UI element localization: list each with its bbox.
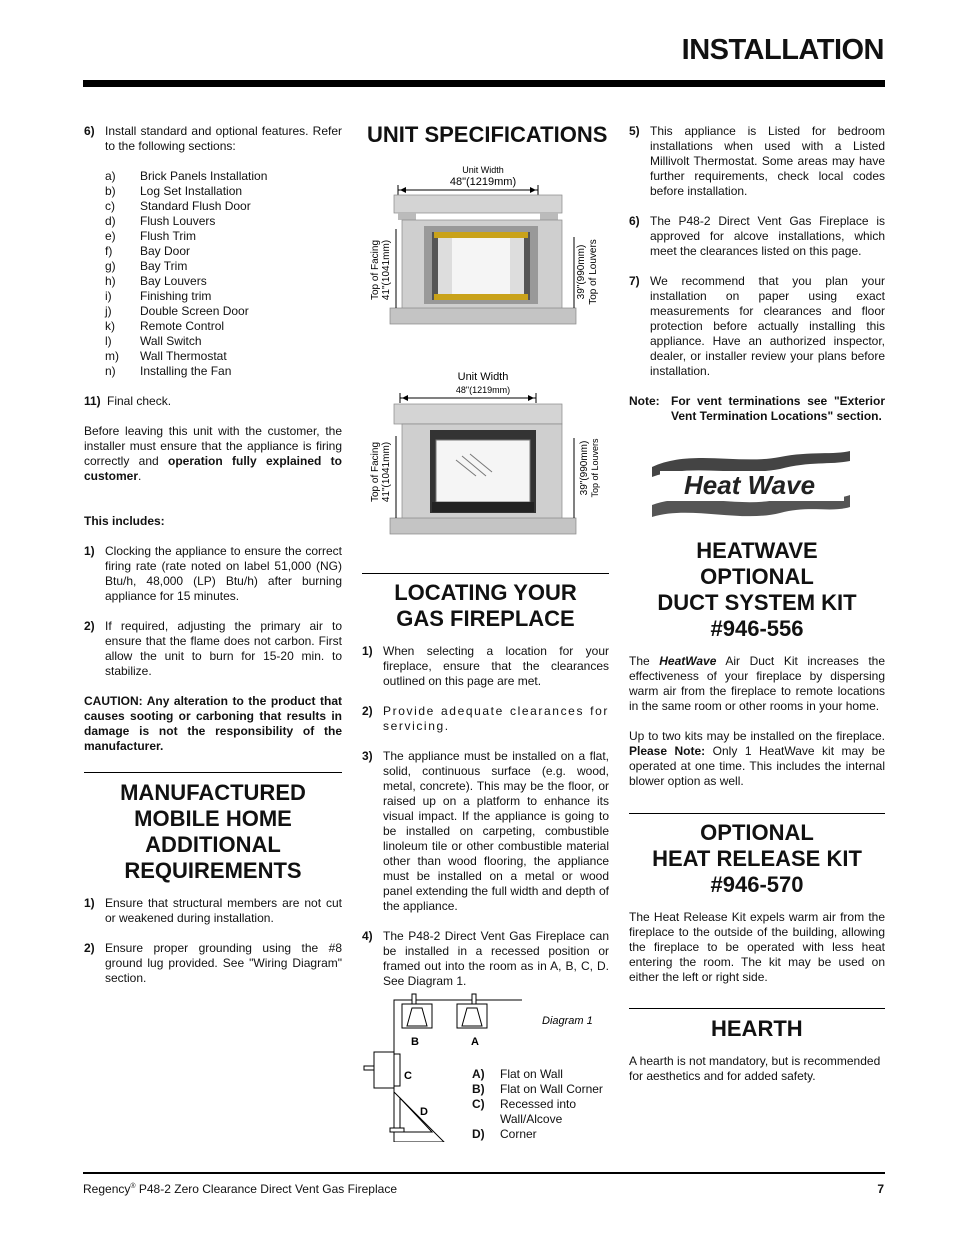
final-check-paragraph: Before leaving this unit with the customer, the installer must ensure that the appliance is firing correctly and operation fully explained to customer. [84, 424, 342, 483]
item-text: Flush Trim [140, 229, 197, 243]
feature-section-item [84, 169, 342, 184]
mobile-item-1: 1) Ensure that structural members are not cut or weakened during installation. [84, 896, 342, 925]
item-text: Double Screen Door [140, 304, 249, 318]
locating-item-4: 4) The P48-2 Direct Vent Gas Fireplace can be installed in a recessed position or framed out into the room as in A, B, C, D. See Diagram 1. [362, 929, 609, 988]
column-right [629, 124, 885, 424]
legend-item [472, 1097, 603, 1112]
item-text: Brick Panels Installation [140, 169, 268, 183]
legend-text: Corner [500, 1127, 537, 1141]
feature-section-item [84, 334, 342, 349]
step-6-alcove: 6) The P48-2 Direct Vent Gas Fireplace is approved for alcove installations, which meet the clearances listed on this page. [629, 214, 885, 258]
item-letter: a) [105, 169, 116, 183]
legend-key: A) [472, 1067, 485, 1081]
feature-section-item [84, 199, 342, 214]
width-value: 48"(1219mm) [449, 176, 517, 188]
mobile-item-2: 2) Ensure proper grounding using the #8 ground lug provided. See "Wiring Diagram" section. [84, 941, 342, 985]
item-letter: e) [105, 229, 116, 243]
heatwave-logo [650, 447, 856, 523]
heat-release-text: The Heat Release Kit expels warm air from the fireplace to the outside of the building, allowing the fireplace to be operated with less heat entering the room. The kit may be used on either the left or right side. [629, 910, 885, 984]
item-text: Flush Louvers [140, 214, 216, 228]
item-text: Standard Flush Door [140, 199, 251, 213]
step-6: 6) Install standard and optional features. Refer to the following sections: [84, 124, 342, 153]
item-letter: l) [105, 334, 112, 348]
feature-section-item [84, 274, 342, 289]
facing-label-1: Top of Facing [370, 239, 381, 301]
facing-label-2: 41"(1041mm) [381, 441, 392, 503]
feature-section-item [84, 244, 342, 259]
item-text: Log Set Installation [140, 184, 243, 198]
mobile-home-heading: MANUFACTURED MOBILE HOME ADDITIONAL REQUIREMENTS [120, 780, 306, 883]
item-text: Wall Switch [140, 334, 202, 348]
legend-item [472, 1127, 603, 1142]
includes-item-2: 2) If required, adjusting the primary air to ensure that the flame does not carbon. First allow the unit to burn for 15-20 min. to stabilize. [84, 619, 342, 678]
mobile-home-list [84, 896, 342, 986]
step-7: 7) We recommend that you plan your installation on paper using exact measurements for clearances and floor protection before actually installing this appliance. Have an authorized inspector, dealer, or installer review your plans before installation. [629, 274, 885, 378]
item-letter: j) [105, 304, 112, 318]
width-value: 48"(1219mm) [455, 385, 511, 395]
diagram-label-d: D [420, 1106, 428, 1118]
louvers-label-1: 39"(990mm) [579, 440, 590, 496]
feature-sections-list [84, 169, 342, 379]
louvers-label-2: Top of Louvers [588, 239, 599, 305]
feature-section-item [84, 184, 342, 199]
diagram-label-c: C [404, 1070, 412, 1082]
heatwave-paragraph-2: Up to two kits may be installed on the fireplace. Please Note: Only 1 HeatWave kit may be operated at one time. This includes the internal blower option as well. [629, 729, 885, 788]
item-letter: h) [105, 274, 116, 288]
item-text: Finishing trim [140, 289, 212, 303]
column-left [84, 124, 342, 754]
item-text: Bay Door [140, 244, 191, 258]
heatwave-paragraph-1: The HeatWave Air Duct Kit increases the effectiveness of your fireplace by dispersing warm air from the fireplace to remote locations in the same room or other rooms in your home. [629, 654, 886, 713]
item-letter: k) [105, 319, 115, 333]
logo-wordmark: Heat Wave [684, 470, 816, 500]
locating-item-2: 2) Provide adequate clearances for servicing. [362, 704, 609, 733]
legend-text: Flat on Wall [500, 1067, 563, 1081]
heat-release-heading: OPTIONAL HEAT RELEASE KIT #946-570 [652, 820, 862, 897]
item-letter: f) [105, 244, 113, 258]
flush-front-figure [362, 368, 612, 538]
heatwave-heading: HEATWAVE OPTIONAL DUCT SYSTEM KIT #946-556 [657, 538, 857, 641]
legend-item [472, 1112, 603, 1127]
hearth-text: A hearth is not mandatory, but is recommended for aesthetics and for added safety. [629, 1054, 881, 1083]
legend-text: Wall/Alcove [500, 1112, 563, 1126]
step-11: 11) Final check. [84, 394, 172, 408]
locating-list [362, 644, 609, 989]
item-letter: i) [105, 289, 112, 303]
section-divider [629, 1008, 885, 1009]
feature-section-item [84, 289, 342, 304]
section-divider [362, 573, 609, 574]
unit-width-label: Unit Width [457, 371, 509, 383]
item-text: Bay Trim [140, 259, 188, 273]
section-divider [629, 813, 885, 814]
legend-key: D) [472, 1127, 485, 1141]
diagram-label-a: A [471, 1036, 479, 1048]
diagram-caption: Diagram 1 [542, 1015, 593, 1027]
bay-front-figure [362, 160, 612, 330]
caution-text: CAUTION: Any alteration to the product that causes sooting or carboning that results in damage is not the responsibility of the manufacturer. [84, 694, 342, 753]
feature-section-item [84, 304, 342, 319]
item-text: Remote Control [140, 319, 225, 333]
footer-text: Regency® P48-2 Zero Clearance Direct Vent Gas Fireplace [83, 1182, 397, 1196]
locating-item-1: 1) When selecting a location for your fireplace, ensure that the clearances outlined on this page are met. [362, 644, 609, 688]
legend-item [472, 1067, 603, 1082]
item-letter: c) [105, 199, 115, 213]
locating-item-3: 3) The appliance must be installed on a flat, solid, continuous surface (e.g. wood, metal, concrete). This may be the floor, or raised up on a platform to enhance its visual impact. If the appliance is going to be installed on carpeting, combustible linoleum tile or other combustible material other than wood flooring, the appliance must be installed on a metal or wood panel extending the full width and depth of the appliance. [362, 749, 609, 913]
feature-section-item [84, 319, 342, 334]
diagram-label-b: B [411, 1036, 419, 1048]
legend-key: B) [472, 1082, 485, 1096]
heatwave-description [629, 654, 885, 789]
footer-rule [83, 1172, 885, 1174]
includes-label: This includes: [84, 514, 165, 528]
legend-item [472, 1082, 603, 1097]
item-text: Wall Thermostat [140, 349, 227, 363]
louvers-label-2: Top of Louvers [590, 438, 600, 498]
diagram-legend [472, 1067, 603, 1142]
header-rule [83, 80, 885, 87]
unit-width-label: Unit Width [462, 165, 504, 175]
item-text: Bay Louvers [140, 274, 207, 288]
locating-heading: LOCATING YOUR GAS FIREPLACE [394, 580, 577, 631]
unit-specifications-heading: UNIT SPECIFICATIONS [367, 122, 608, 147]
feature-section-item [84, 214, 342, 229]
feature-section-item [84, 259, 342, 274]
feature-section-item [84, 349, 342, 364]
legend-text: Recessed into [500, 1097, 577, 1111]
item-letter: b) [105, 184, 116, 198]
legend-text: Flat on Wall Corner [500, 1082, 603, 1096]
section-divider [84, 772, 342, 773]
page-title: INSTALLATION [681, 34, 884, 66]
item-letter: g) [105, 259, 116, 273]
page-number: 7 [877, 1182, 884, 1196]
facing-label-2: 41"(1041mm) [381, 239, 392, 301]
item-text: Installing the Fan [140, 364, 232, 378]
hearth-heading: HEARTH [711, 1016, 803, 1041]
louvers-label-1: 39"(990mm) [576, 244, 587, 300]
vent-note: Note: For vent terminations see "Exterior Vent Termination Locations" section. [629, 394, 885, 423]
includes-item-1: 1) Clocking the appliance to ensure the correct firing rate (rate noted on label 51,000 (NG) Btu/h, 48,000 (LP) Btu/h) after burning appliance for 15 minutes. [84, 544, 342, 603]
legend-key: C) [472, 1097, 485, 1111]
feature-section-item [84, 364, 342, 379]
step-5: 5) This appliance is Listed for bedroom installations when used with a Listed Millivolt Thermostat. Some areas may have further requirements, check local codes before installation. [629, 124, 885, 198]
item-letter: m) [105, 349, 119, 363]
item-letter: d) [105, 214, 116, 228]
item-letter: n) [105, 364, 116, 378]
feature-section-item [84, 229, 342, 244]
facing-label-1: Top of Facing [370, 441, 381, 503]
